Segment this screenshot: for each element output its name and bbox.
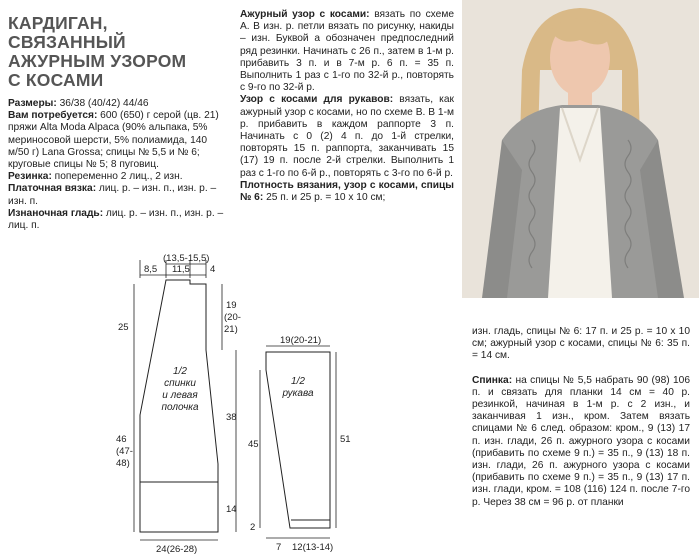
gauge-paragraph: Плотность вязания, узор с косами, спицы № 6: 25 п. и 25 р. = 10 х 10 см; (240, 179, 454, 204)
middle-column (240, 9, 454, 204)
left-column (8, 98, 230, 232)
rib-paragraph: Резинка: попеременно 2 лиц., 2 изн. (8, 171, 183, 183)
svg-text:1/2: 1/2 (173, 366, 187, 377)
right-mid-label: 38 (226, 412, 237, 423)
sleeve-dimension-lines (260, 346, 336, 538)
bottom-band-label: 14 (226, 504, 237, 515)
top-dims-label: (13,5-15,5) (163, 253, 210, 264)
right-column (472, 326, 690, 509)
model-photo (462, 0, 699, 298)
model-photo-illustration (462, 0, 699, 298)
sleeve-top-width-label: 19(20-21) (280, 335, 322, 346)
sleeve-bottom-right-label: 12(13-14) (292, 542, 334, 553)
lace-cable-paragraph: Ажурный узор с косами: вязать по схеме А. В изн. р. петли вязать по рисунку, накиды – изн. Буквой а обозначен предпоследний ряд резинки. Начинать с 26 п., затем в 1-м р. прибавить 3 п. и в 7-м р. 6 п. = 35 п. Выполнить 1 раз с 1-го по 32-й р., повторять с 9-го по 32-й р. (240, 9, 454, 94)
seg3-label: 4 (210, 264, 216, 275)
reverse-stockinette-paragraph: Изнаночная гладь: лиц. р. – изн. п., изн. р. – лиц. п. (8, 207, 224, 232)
sleeve-left-height-label: 45 (248, 439, 259, 450)
right-upper-label-2: (20- (224, 312, 241, 323)
svg-text:и левая: и левая (162, 390, 198, 401)
gauge-continued-paragraph: изн. гладь, спицы № 6: 17 п. и 25 р. = 10 х 10 см; ажурный узор с косами, спицы № 6: 35 п. = 14 см. (472, 326, 690, 362)
sleeve-cable-paragraph: Узор с косами для рукавов: вязать, как ажурный узор с косами, но по схеме В. В 1-м р. прибавить в каждом раппорте 3 п. Начинать с 0 (2) 4 п. до 1-й стрелки, повторять 15 п. раппорта, заканчивать 15 (17) 19 п. после 2-й стрелки. Выполнить 1 раз с 1-го по 6-й р., повторять с 3-го по 6-й р. (240, 94, 454, 179)
materials-paragraph: Вам потребуется: 600 (650) г серой (цв. 21) пряжи Alta Moda Alpaca (90% альпака, 5% мериносовой шерсти, 5% полиамида, 140 м/50 г) Lana Grossa; спицы № 5,5 и № 6; круговые спицы № 5; 8 пуговиц. (8, 110, 219, 171)
sizes-paragraph: Размеры: 36/38 (40/42) 44/46 (8, 98, 149, 109)
svg-text:спинки: спинки (164, 378, 196, 389)
bottom-width-label: 24(26-28) (156, 544, 198, 555)
left-mid-label: 46 (116, 434, 127, 445)
back-paragraph: Спинка: на спицы № 5,5 набрать 90 (98) 106 п. и связать для планки 14 см = 40 р. резинкой, начиная в 1-м р. с 2 изн., и заканчивая 1 изн., кром. Затем вязать спицами № 6 след. образом: кром., 9 (13) 17 п. изн. глади, 26 п. ажурного узора с косами (прибавить по схеме 9 п.) = 35 п., 9 (13) 18 п. изн. глади, 26 п. ажурного узора с косами (прибавить по схеме 9 п.) = 35 п., 9 (13) 17 п. изн. глади, кром. = 108 (116) 124 п. после 7-го р. Через 38 см = 96 р. от планки (472, 374, 690, 508)
left-mid-label-2: (47- (116, 446, 133, 457)
sleeve-bottom-left-label: 7 (276, 542, 282, 553)
left-mid-label-3: 48) (116, 458, 130, 469)
garter-paragraph: Платочная вязка: лиц. р. – изн. п., изн. р. – изн. п. (8, 183, 217, 207)
back-piece-label (161, 366, 198, 413)
sleeve-right-height-label: 51 (340, 434, 351, 445)
seg1-label: 8,5 (144, 264, 158, 275)
schematic-diagram (0, 250, 462, 560)
svg-text:полочка: полочка (161, 402, 199, 413)
sleeve-label-2: рукава (282, 388, 314, 399)
left-upper-label: 25 (118, 322, 129, 333)
seg2-label: 11,5 (172, 264, 190, 275)
article-title: КАРДИГАН, СВЯЗАННЫЙ АЖУРНЫМ УЗОРОМ С КОСАМИ (8, 13, 187, 90)
sleeve-label-1: 1/2 (291, 376, 305, 387)
sleeve-band-label: 2 (250, 522, 256, 533)
right-upper-label: 19 (226, 300, 237, 311)
right-upper-label-3: 21) (224, 324, 238, 335)
